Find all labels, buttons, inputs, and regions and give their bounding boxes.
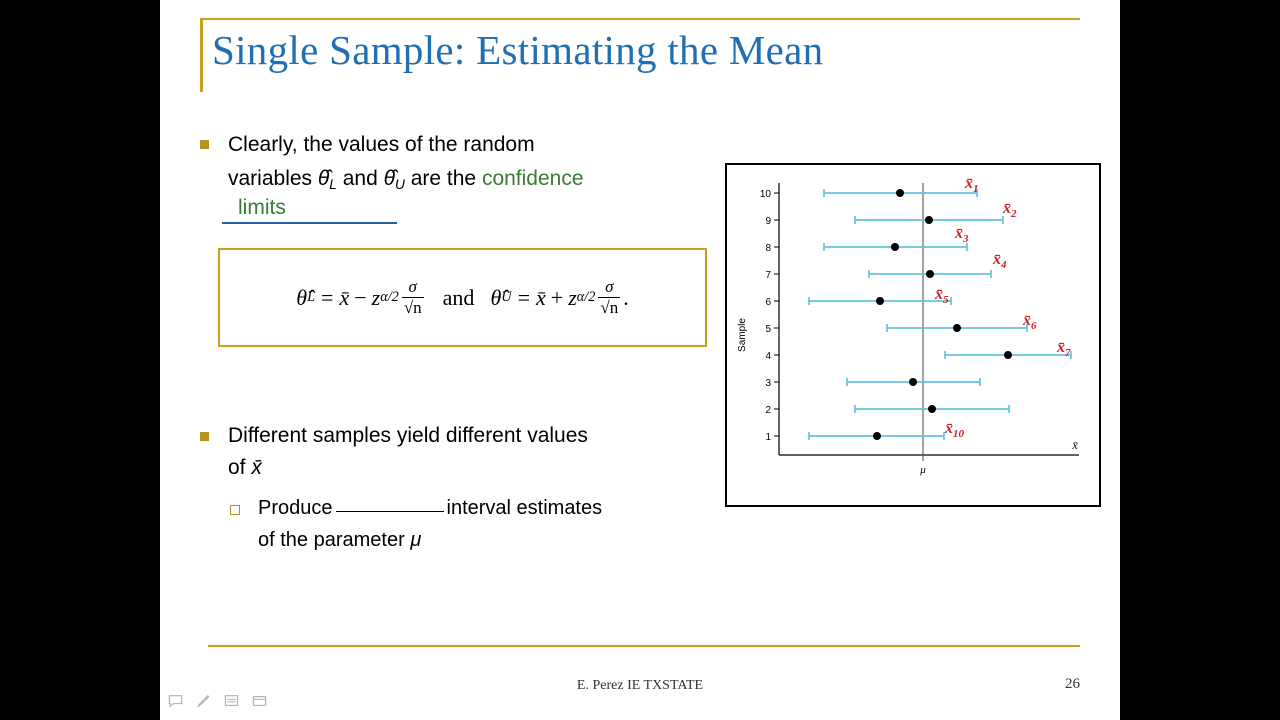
formula-z-sub-1: α/2 [380, 289, 399, 305]
y-tick-marks [774, 193, 779, 436]
interval-segments [809, 193, 1071, 436]
formula-z-1: z [371, 284, 381, 310]
bullet-1-line-2-post: are the [404, 167, 482, 190]
bullet-1-text [228, 128, 718, 202]
interval-center-points [873, 189, 1012, 440]
footer-author: E. Perez IE TXSTATE [576, 678, 704, 693]
formula-minus: − [354, 284, 367, 310]
bullet-2-text [228, 420, 748, 484]
bullet-3-line-1 [258, 492, 778, 524]
bullet-3-pre: Produce [258, 497, 333, 519]
formula-xbar-2: x̄ [536, 284, 546, 310]
svg-text:1: 1 [765, 432, 771, 443]
formula-sqrtn-2: √n [600, 298, 619, 317]
interval-end-caps [809, 189, 1071, 440]
formula-rhs-symbol: θ̂ [490, 284, 502, 310]
svg-text:6: 6 [765, 297, 771, 308]
mu-axis-label: μ [920, 464, 926, 476]
theta-lower-symbol: θ̂ [317, 167, 330, 190]
bullet-2-line-2-pre: of [228, 456, 252, 479]
formula-box [218, 248, 707, 347]
formula-and: and [442, 284, 475, 310]
fill-in-blank [336, 495, 444, 512]
bullet-2-xbar: x̄ [251, 456, 262, 479]
formula-sigma-1: σ [408, 277, 417, 297]
svg-text:x̄3: $x̄_3$ [955, 225, 969, 245]
bullet-2-line-1: Different samples yield different values [228, 424, 588, 447]
y-axis-title: Sample [737, 318, 748, 352]
viewer-toolbar[interactable] [168, 690, 288, 712]
bullet-3-mu: μ [410, 529, 422, 551]
svg-text:x̄5: $x̄_5$ [935, 286, 949, 306]
formula-equals-1: = [321, 284, 334, 310]
limits-word: limits [238, 196, 286, 219]
formula-content [220, 250, 705, 345]
formula-lhs-subscript: L [307, 289, 316, 305]
bullet-1-line-1: Clearly, the values of the random [228, 133, 535, 156]
formula-plus: + [550, 284, 564, 310]
theta-upper-subscript: U [395, 177, 405, 193]
bullet-3-post: interval estimates [446, 497, 603, 519]
pen-icon[interactable] [196, 694, 211, 708]
xbar-annotations [934, 175, 1071, 440]
formula-rhs-subscript: U [501, 289, 512, 305]
bullet-1-line-2-mid: and [336, 167, 384, 190]
svg-text:x̄4: $x̄_4$ [993, 251, 1007, 271]
formula-fraction-1 [402, 278, 424, 317]
svg-text:3: 3 [765, 378, 771, 389]
confidence-interval-chart [727, 165, 1095, 501]
theta-upper-symbol: θ̂ [383, 167, 396, 190]
y-tick-labels [760, 189, 772, 443]
svg-text:x̄2: $x̄_2$ [1003, 200, 1017, 220]
title-top-rule [200, 18, 1080, 20]
svg-text:8: 8 [765, 243, 771, 254]
svg-text:x̄1: $x̄_1$ [965, 175, 979, 195]
bullet-3-line-2 [258, 524, 778, 556]
list-icon[interactable] [224, 694, 239, 708]
limits-underline [222, 222, 397, 224]
formula-sigma-2: σ [605, 277, 614, 297]
formula-fraction-2 [598, 278, 620, 317]
bullet-marker-1 [200, 140, 209, 149]
slide-canvas [160, 0, 1120, 720]
confidence-interval-figure [725, 163, 1101, 507]
formula-lhs-symbol: θ̂ [296, 284, 308, 310]
formula-period: . [623, 284, 629, 310]
theta-lower-subscript: L [329, 177, 337, 193]
bullet-1-line-2 [228, 162, 718, 202]
confidence-word: confidence [481, 167, 584, 190]
formula-equals-2: = [517, 284, 530, 310]
title-left-bar [200, 20, 203, 92]
svg-text:2: 2 [765, 405, 771, 416]
bullet-3-text [258, 492, 778, 556]
svg-text:x̄6: $x̄_6$ [1023, 312, 1037, 332]
bullet-marker-3 [230, 505, 240, 515]
svg-text:9: 9 [765, 216, 771, 227]
comment-icon[interactable] [168, 694, 183, 708]
page-title: Single Sample: Estimating the Mean [212, 27, 824, 73]
x-axis-title: x̄ [1072, 438, 1078, 452]
svg-text:x̄10: $x̄_{10}$ [945, 420, 964, 440]
bullet-marker-2 [200, 432, 209, 441]
card-icon[interactable] [252, 694, 267, 708]
formula-z-sub-2: α/2 [576, 289, 596, 305]
svg-text:7: 7 [765, 270, 771, 281]
svg-text:x̄7: $x̄_7$ [1057, 339, 1071, 359]
page-number: 26 [1065, 676, 1080, 692]
footer-rule [208, 645, 1080, 647]
bullet-3-line-2-pre: of the parameter [258, 529, 411, 551]
bullet-2-line-2 [228, 452, 748, 484]
svg-text:10: 10 [759, 189, 771, 200]
formula-xbar-1: x̄ [339, 284, 350, 310]
svg-text:5: 5 [765, 324, 771, 335]
formula-z-2: z [568, 284, 577, 310]
formula-sqrtn-1: √n [403, 298, 422, 317]
svg-text:4: 4 [765, 351, 771, 362]
bullet-1-line-2-pre: variables [228, 167, 318, 190]
